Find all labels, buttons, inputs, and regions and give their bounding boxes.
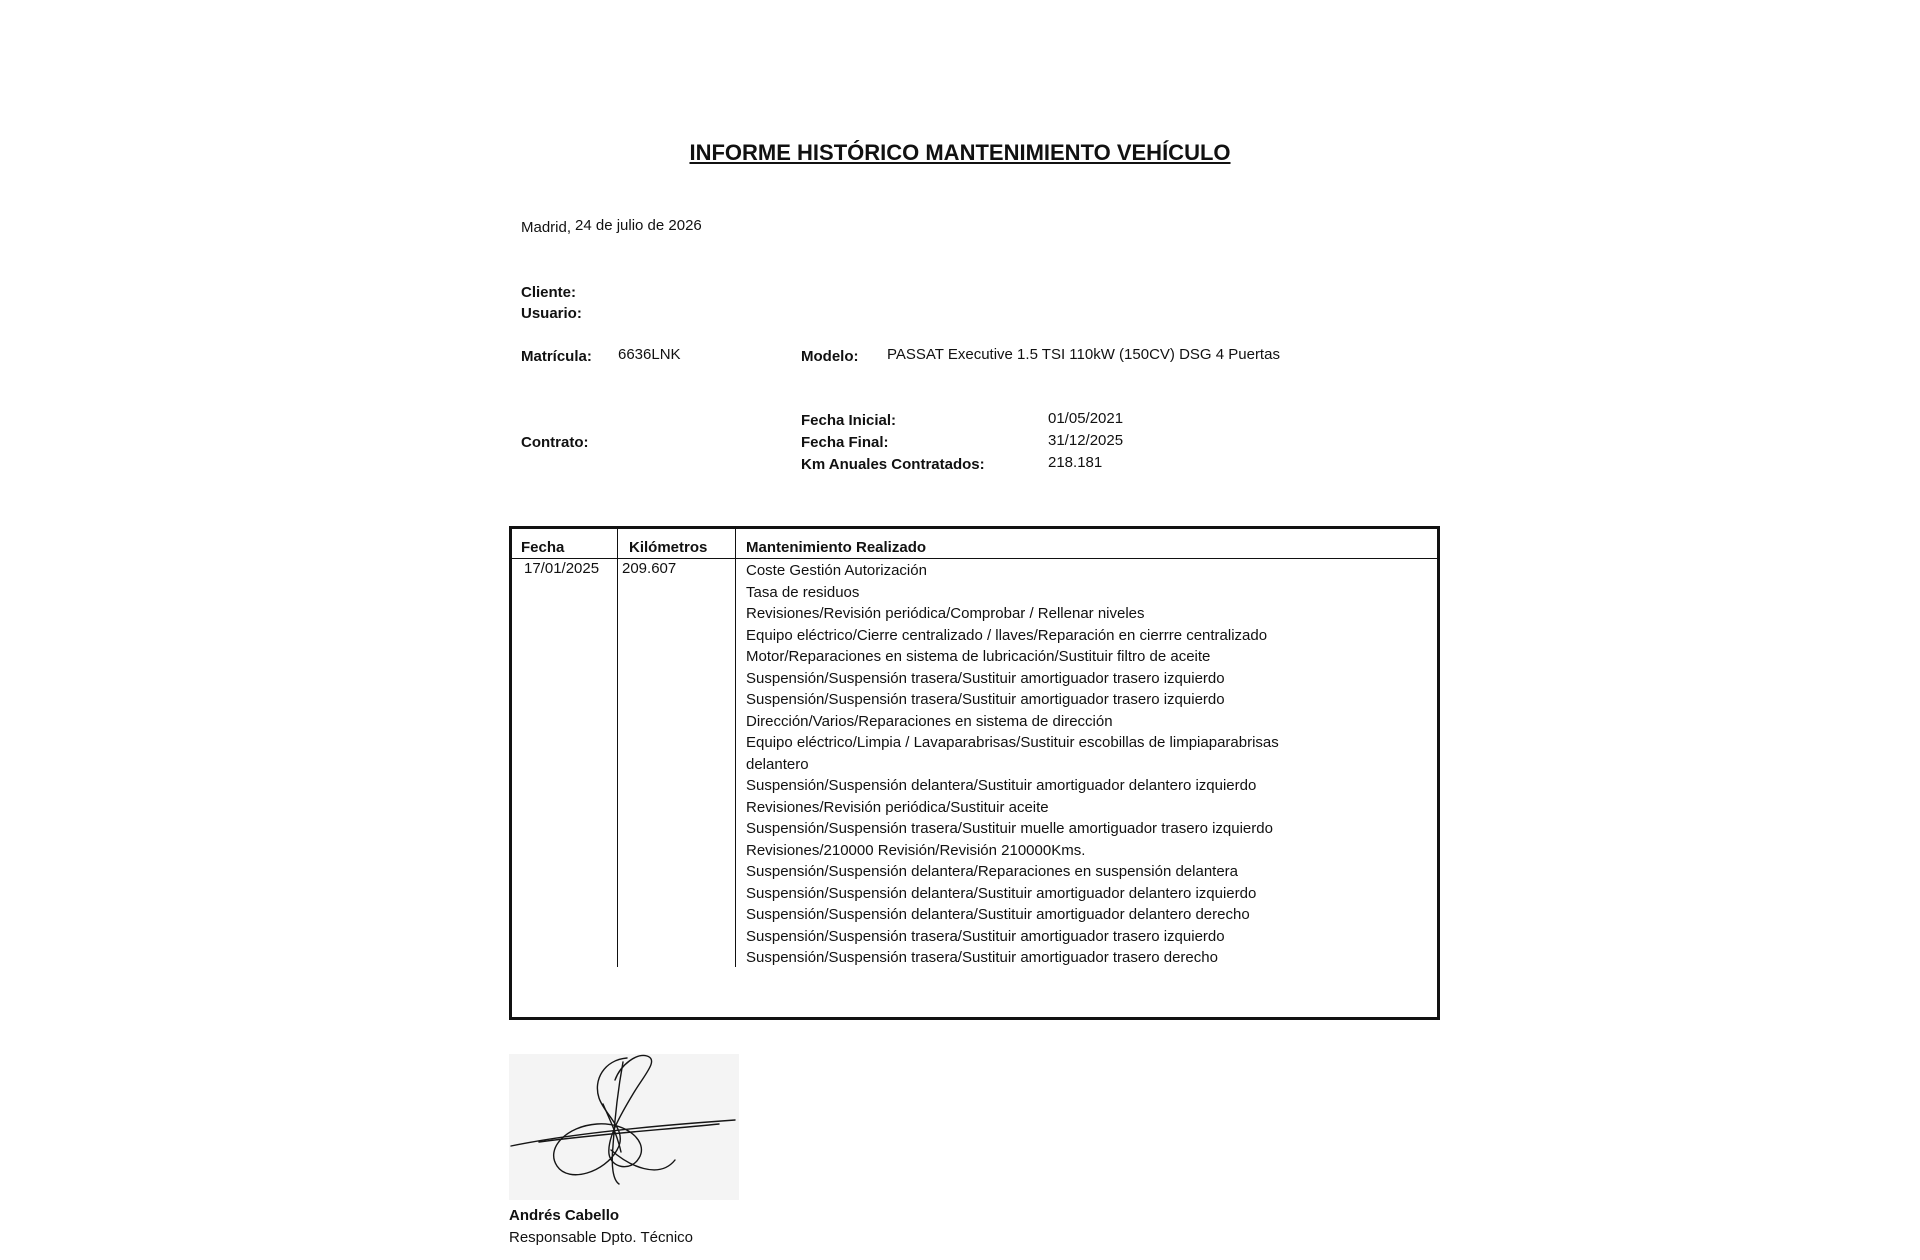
list-item: Suspensión/Suspensión delantera/Sustituir amortiguador delantero derecho (746, 906, 1250, 923)
signer-role: Responsable Dpto. Técnico (509, 1229, 693, 1246)
list-item: Dirección/Varios/Reparaciones en sistema de dirección (746, 712, 1113, 730)
usuario-label: Usuario: (521, 305, 582, 322)
contrato-label: Contrato: (521, 434, 589, 451)
list-item: Suspensión/Suspensión delantera/Sustituir amortiguador delantero izquierdo (746, 884, 1257, 902)
signer-name: Andrés Cabello (509, 1207, 620, 1224)
column-divider-fecha (617, 529, 618, 967)
document-title: INFORME HISTÓRICO MANTENIMIENTO VEHÍCULO (689, 140, 1231, 165)
list-item: Suspensión/Suspensión delantera/Reparaciones en suspensión delantera (746, 863, 1239, 880)
modelo-value: PASSAT Executive 1.5 TSI 110kW (150CV) DSG 4 Puertas (887, 346, 1280, 363)
signature-image (509, 1054, 739, 1200)
list-item: Suspensión/Suspensión trasera/Sustituir amortiguador trasero izquierdo (746, 691, 1225, 708)
list-item: Equipo eléctrico/Cierre centralizado / llaves/Reparación en cierrre centralizado (746, 626, 1268, 644)
list-item: Motor/Reparaciones en sistema de lubricación/Sustituir filtro de aceite (746, 648, 1211, 665)
list-item: Revisiones/Revisión periódica/Sustituir aceite (746, 798, 1049, 816)
maintenance-table (509, 526, 1440, 1020)
km-anuales-label: Km Anuales Contratados: (801, 456, 985, 473)
list-item: Revisiones/Revisión periódica/Comprobar / Rellenar niveles (746, 605, 1145, 622)
fecha-inicial-value: 01/05/2021 (1048, 410, 1124, 427)
list-item: Suspensión/Suspensión trasera/Sustituir amortiguador trasero izquierdo (746, 669, 1225, 687)
header-divider (512, 558, 1437, 559)
header-mantenimiento: Mantenimiento Realizado (746, 539, 927, 556)
cliente-label: Cliente: (521, 284, 577, 301)
column-divider-km (735, 529, 736, 967)
fecha-inicial-label: Fecha Inicial: (801, 412, 897, 429)
list-item: Tasa de residuos (746, 583, 860, 601)
list-item: Coste Gestión Autorización (746, 562, 927, 579)
list-item: Suspensión/Suspensión trasera/Sustituir amortiguador trasero izquierdo (746, 927, 1225, 945)
list-item: Suspensión/Suspensión delantera/Sustituir amortiguador delantero izquierdo (746, 777, 1257, 794)
list-item: delantero (746, 755, 809, 773)
list-item: Suspensión/Suspensión trasera/Sustituir amortiguador trasero derecho (746, 949, 1218, 966)
list-item: Revisiones/210000 Revisión/Revisión 210000Kms. (746, 841, 1086, 859)
report-date: 24 de julio de 2026 (575, 217, 702, 234)
header-kilometros: Kilómetros (629, 539, 708, 556)
modelo-label: Modelo: (801, 348, 859, 365)
matricula-label: Matrícula: (521, 348, 592, 365)
matricula-value: 6636LNK (618, 346, 681, 363)
maintenance-list (746, 560, 1279, 969)
fecha-final-value: 31/12/2025 (1048, 432, 1124, 449)
list-item: Equipo eléctrico/Limpia / Lavaparabrisas/Sustituir escobillas de limpiaparabrisas (746, 734, 1279, 751)
list-item: Suspensión/Suspensión trasera/Sustituir muelle amortiguador trasero izquierdo (746, 820, 1273, 837)
row-fecha: 17/01/2025 (524, 560, 600, 577)
km-anuales-value: 218.181 (1048, 454, 1103, 471)
city-label: Madrid, (521, 219, 572, 236)
fecha-final-label: Fecha Final: (801, 434, 889, 451)
header-fecha: Fecha (521, 539, 565, 556)
row-km: 209.607 (622, 560, 677, 577)
